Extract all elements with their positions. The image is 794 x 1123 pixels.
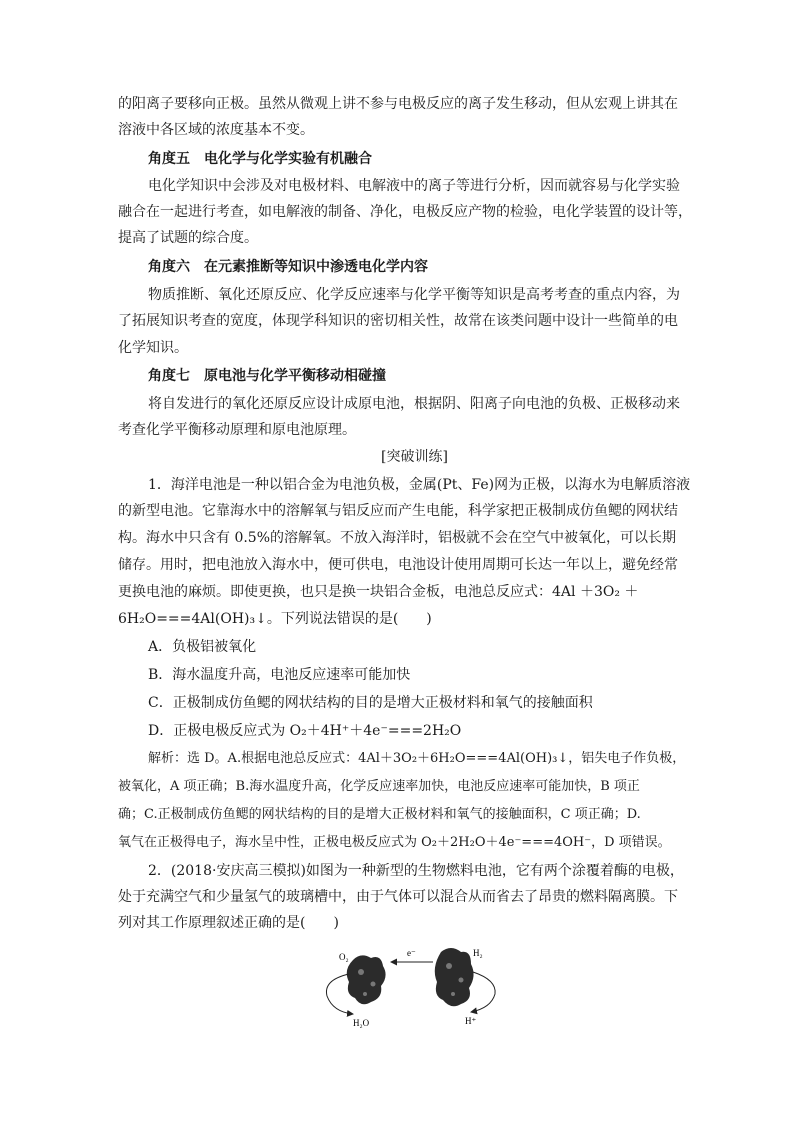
angle7-line-1: 将自发进行的氧化还原反应设计成原电池，根据阴、阳离子向电池的负极、正极移动来 xyxy=(148,396,680,412)
label-h2: H₂ xyxy=(473,948,483,958)
q1-option-b: B．海水温度升高，电池反应速率可能加快 xyxy=(148,667,411,683)
q1-line-2: 的新型电池。它靠海水中的溶解氧与铝反应而产生电能，科学家把正极制成仿鱼鳃的网状结 xyxy=(118,503,678,519)
angle7-heading: 角度七 原电池与化学平衡移动相碰撞 xyxy=(148,368,386,384)
q1-option-c: C．正极制成仿鱼鳃的网状结构的目的是增大正极材料和氧气的接触面积 xyxy=(148,695,593,711)
q1-option-d: D．正极电极反应式为 O₂＋4H⁺＋4e⁻===2H₂O xyxy=(148,723,462,739)
right-cycle-arrow xyxy=(471,972,495,1012)
q1-option-a: A．负极铝被氧化 xyxy=(148,639,257,655)
label-h2o: H₂O xyxy=(353,1018,370,1028)
q1-answer-line-3: 确；C.正极制成仿鱼鳃的网状结构的目的是增大正极材料和氧气的接触面积，C 项正确；D. xyxy=(118,807,641,822)
q1-answer-line-4: 氧气在正极得电子，海水呈中性，正极电极反应式为 O₂＋2H₂O＋4e⁻===4OH⁻，D 项错误。 xyxy=(118,835,671,850)
training-title: [突破训练] xyxy=(381,449,448,465)
label-electron: e⁻ xyxy=(407,948,416,958)
q1-line-4: 储存。用时，把电池放入海水中，便可供电，电池设计使用周期可长达一年以上，避免经常 xyxy=(118,557,678,573)
q2-line-1: 2．(2018·安庆高三模拟)如图为一种新型的生物燃料电池，它有两个涂覆着酶的电极， xyxy=(148,863,684,879)
q1-answer-line-2: 被氧化，A 项正确；B.海水温度升高，化学反应速率加快，电池反应速率可能加快，B 项正 xyxy=(118,779,640,794)
q2-line-3: 列对其工作原理叙述正确的是( ) xyxy=(118,915,339,931)
fuel-cell-diagram xyxy=(315,938,515,1028)
label-o2: O₂ xyxy=(339,952,349,962)
label-h-plus: H⁺ xyxy=(465,1016,477,1026)
q2-line-2: 处于充满空气和少量氢气的玻璃槽中，由于气体可以混合从而省去了昂贵的燃料隔离膜。下 xyxy=(118,889,678,905)
right-electrode xyxy=(435,948,474,1006)
intro-line-1: 的阳离子要移向正极。虽然从微观上讲不参与电极反应的离子发生移动，但从宏观上讲其在 xyxy=(118,96,678,112)
angle6-line-3: 化学知识。 xyxy=(118,340,188,356)
angle6-line-1: 物质推断、氧化还原反应、化学反应速率与化学平衡等知识是高考考查的重点内容，为 xyxy=(148,287,680,303)
angle5-line-3: 提高了试题的综合度。 xyxy=(118,230,258,246)
q1-line-6: 6H₂O===4Al(OH)₃↓。下列说法错误的是( ) xyxy=(118,611,432,627)
angle5-line-2: 融合在一起进行考查，如电解液的制备、净化，电极反应产物的检验，电化学装置的设计等， xyxy=(118,204,692,220)
q1-line-3: 构。海水中只含有 0.5%的溶解氧。不放入海洋时，铝极就不会在空气中被氧化，可以长期 xyxy=(118,530,677,546)
intro-line-2: 溶液中各区域的浓度基本不变。 xyxy=(118,122,314,138)
angle6-line-2: 了拓展知识考查的宽度，体现学科知识的密切相关性，故常在该类问题中设计一些简单的电 xyxy=(118,313,678,329)
left-electrode xyxy=(347,955,386,1004)
angle5-line-1: 电化学知识中会涉及对电极材料、电解液中的离子等进行分析，因而就容易与化学实验 xyxy=(148,178,680,194)
q1-line-5: 更换电池的麻烦。即使更换，也只是换一块铝合金板，电池总反应式：4Al ＋3O₂ ＋ xyxy=(118,584,639,600)
q1-answer-line-1: 解析：选 D。A.根据电池总反应式：4Al＋3O₂＋6H₂O===4Al(OH)₃↓，铝失电子作负极， xyxy=(148,751,686,766)
angle6-heading: 角度六 在元素推断等知识中渗透电化学内容 xyxy=(148,259,428,275)
angle5-heading: 角度五 电化学与化学实验有机融合 xyxy=(148,151,372,167)
q1-line-1: 1．海洋电池是一种以铝合金为电池负极，金属(Pt、Fe)网为正极，以海水为电解质溶液 xyxy=(148,477,691,493)
angle7-line-2: 考查化学平衡移动原理和原电池原理。 xyxy=(118,422,356,438)
